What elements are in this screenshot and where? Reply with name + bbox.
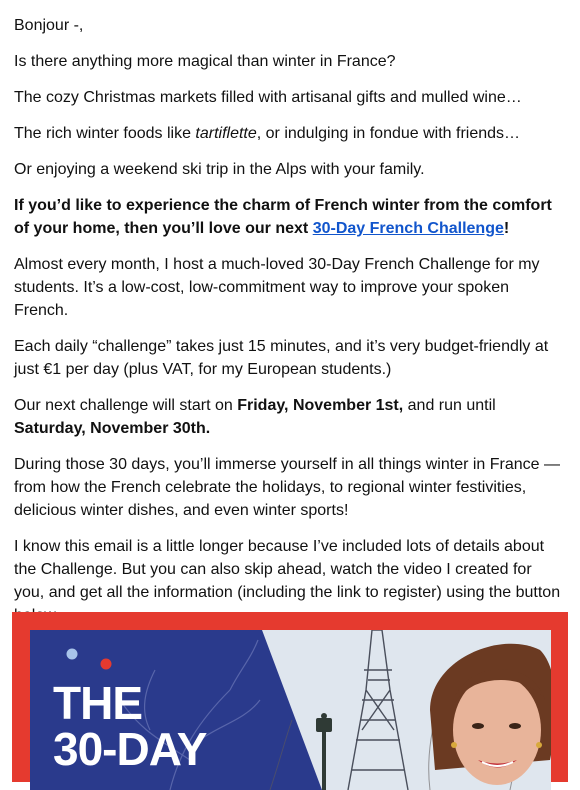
banner-image[interactable] xyxy=(30,630,551,790)
foods-text: The rich winter foods like xyxy=(14,125,196,142)
paragraph-monthly: Almost every month, I host a much-loved 30-Day French Challenge for my students. It’s a low-cost, low-commitment way to improve your spoken French. xyxy=(14,256,540,319)
red-dot xyxy=(101,659,112,670)
challenge-link[interactable]: 30-Day French Challenge xyxy=(312,220,504,237)
banner-title-line1: THE xyxy=(53,677,142,729)
paragraph-immerse: During those 30 days, you’ll immerse yourself in all things winter in France — from how the French celebrate the holidays, to regional winter festivities, delicious winter dishes, and even winter sports! xyxy=(14,456,561,519)
paragraph-ski: Or enjoying a weekend ski trip in the Alps with your family. xyxy=(14,161,425,178)
paragraph-skip-ahead: I know this email is a little longer because I’ve included lots of details about the Challenge. But you can also skip ahead, watch the video I created for you, and get all the information (including the link to register) using the button xyxy=(14,538,561,601)
paragraph-markets: The cozy Christmas markets filled with artisanal gifts and mulled wine… xyxy=(14,89,522,106)
end-date: Saturday, November 30th. xyxy=(14,420,211,437)
challenge-banner[interactable] xyxy=(12,612,568,782)
paragraph-intro: Is there anything more magical than winter in France? xyxy=(14,53,396,70)
tartiflette-text: tartiflette xyxy=(195,125,257,142)
cta-bold-text: If you’d like to experience the charm of French winter from the comfort of your home, then you’ll love our next xyxy=(14,197,552,237)
dates-text: Our next challenge will start on xyxy=(14,397,238,414)
foods-text-end: , or indulging in fondue with friends… xyxy=(256,125,521,142)
paragraph-foods xyxy=(14,122,566,145)
paragraph-cta xyxy=(14,194,566,240)
cta-exclaim: ! xyxy=(503,220,510,237)
greeting: Bonjour -, xyxy=(14,17,84,34)
start-date: Friday, November 1st, xyxy=(237,397,404,414)
dates-mid: and run until xyxy=(403,397,496,414)
paragraph-price: Each daily “challenge” takes just 15 minutes, and it’s very budget-friendly at just €1 per day (plus VAT, for my European students.) xyxy=(14,338,549,378)
paragraph-dates xyxy=(14,394,566,440)
banner-title-line2: 30-DAY xyxy=(53,723,207,775)
blue-dot xyxy=(67,649,78,660)
